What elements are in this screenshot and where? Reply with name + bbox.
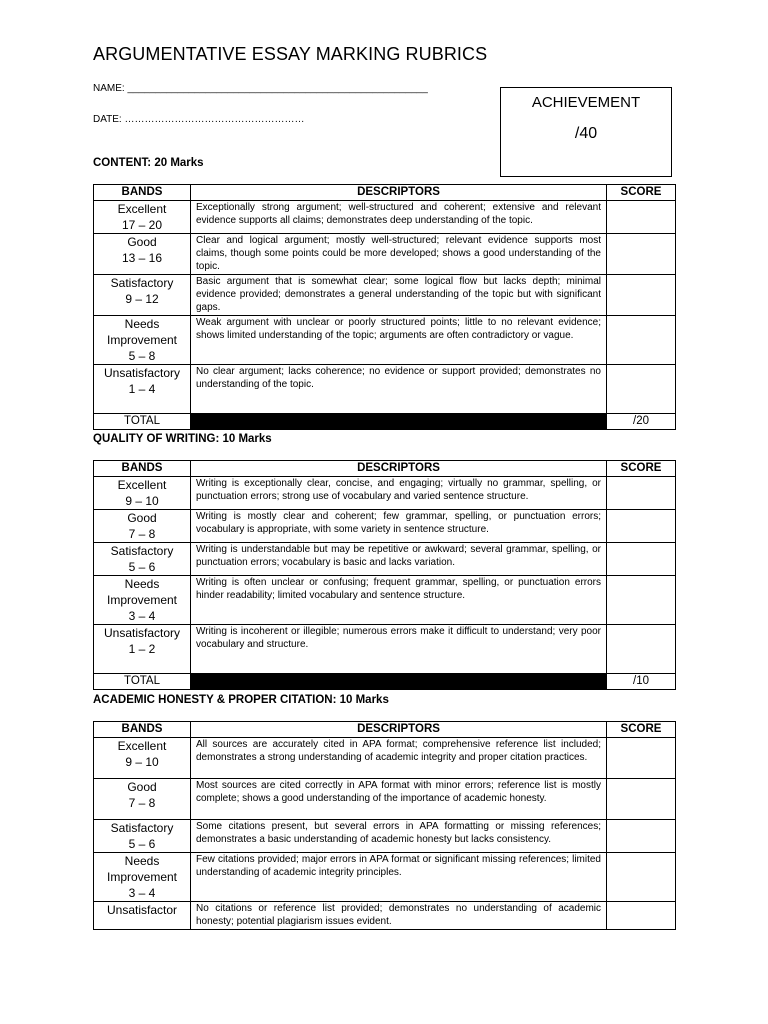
band-range: 9 – 10	[125, 494, 159, 508]
descriptor-cell: Writing is incoherent or illegible; numerous errors make it difficult to understand; very poor vocabulary and structure.	[191, 625, 607, 674]
score-cell[interactable]	[607, 316, 676, 365]
table-row	[94, 576, 676, 625]
score-cell[interactable]	[607, 234, 676, 275]
band-range: 5 – 8	[128, 349, 156, 363]
band-name: Satisfactory	[110, 276, 174, 290]
band-cell	[94, 316, 191, 365]
descriptors-header: DESCRIPTORS	[191, 461, 607, 477]
descriptors-header: DESCRIPTORS	[191, 722, 607, 738]
band-name: Good	[127, 235, 157, 249]
band-range: 9 – 12	[125, 292, 159, 306]
band-range: 1 – 4	[128, 382, 156, 396]
score-cell[interactable]	[607, 576, 676, 625]
table-row	[94, 316, 676, 365]
table-row	[94, 853, 676, 902]
total-score[interactable]: /10	[607, 674, 676, 690]
band-name: Excellent	[117, 478, 167, 492]
name-field-line: NAME: ______________________________________________________	[93, 83, 428, 94]
table-row	[94, 738, 676, 779]
table-row	[94, 543, 676, 576]
band-cell	[94, 820, 191, 853]
score-header: SCORE	[607, 461, 676, 477]
band-range: 7 – 8	[128, 796, 156, 810]
descriptor-cell: Clear and logical argument; mostly well-structured; relevant evidence supports most claims, though some points could be more developed; shows a good understanding of the topic.	[191, 234, 607, 275]
total-bar	[191, 674, 607, 690]
score-cell[interactable]	[607, 510, 676, 543]
total-row	[94, 414, 676, 430]
table-row	[94, 365, 676, 414]
table-row	[94, 820, 676, 853]
score-cell[interactable]	[607, 779, 676, 820]
achievement-total: /40	[574, 125, 598, 142]
band-range: 3 – 4	[128, 886, 156, 900]
total-label: TOTAL	[94, 414, 191, 430]
total-row	[94, 674, 676, 690]
band-cell	[94, 275, 191, 316]
band-range: 5 – 6	[128, 560, 156, 574]
band-cell	[94, 738, 191, 779]
descriptor-cell: Exceptionally strong argument; well-structured and coherent; extensive and relevant evidence supports all claims; demonstrates deep understanding of the topic.	[191, 201, 607, 234]
score-cell[interactable]	[607, 201, 676, 234]
table-row	[94, 902, 676, 930]
descriptor-cell: Writing is often unclear or confusing; frequent grammar, spelling, or punctuation errors hinder readability; limited vocabulary and sentence structure.	[191, 576, 607, 625]
descriptor-cell: All sources are accurately cited in APA format; comprehensive reference list included; demonstrates a strong understanding of academic integrity and proper citation practices.	[191, 738, 607, 779]
bands-header: BANDS	[94, 722, 191, 738]
band-name: Needs Improvement	[106, 577, 178, 607]
date-field-line: DATE: ………………………………………………	[93, 114, 305, 125]
descriptor-cell: Most sources are cited correctly in APA format with minor errors; reference list is mostly complete; shows a good understanding of the importance of academic honesty.	[191, 779, 607, 820]
band-cell	[94, 543, 191, 576]
table-row	[94, 625, 676, 674]
band-cell	[94, 779, 191, 820]
section-heading-content: CONTENT: 20 Marks	[93, 157, 204, 169]
table-row	[94, 477, 676, 510]
table-row	[94, 779, 676, 820]
table-header-row	[94, 185, 676, 201]
band-cell	[94, 365, 191, 414]
descriptor-cell: Weak argument with unclear or poorly structured points; little to no relevant evidence; shows limited understanding of the topic; arguments are often contradictory or vague.	[191, 316, 607, 365]
descriptor-cell: No clear argument; lacks coherence; no evidence or support provided; demonstrates no understanding of the topic.	[191, 365, 607, 414]
band-name: Satisfactory	[110, 821, 174, 835]
band-range: 9 – 10	[125, 755, 159, 769]
band-cell	[94, 201, 191, 234]
band-name: Satisfactory	[110, 544, 174, 558]
writing-rubric-table	[93, 460, 676, 690]
band-name: Needs Improvement	[106, 317, 178, 347]
page-title: ARGUMENTATIVE ESSAY MARKING RUBRICS	[93, 44, 488, 64]
band-name: Needs Improvement	[106, 854, 178, 884]
score-cell[interactable]	[607, 853, 676, 902]
band-cell	[94, 576, 191, 625]
content-rubric-table	[93, 184, 676, 430]
band-range: 1 – 2	[128, 642, 156, 656]
band-name: Excellent	[117, 202, 167, 216]
band-cell	[94, 625, 191, 674]
band-range: 17 – 20	[121, 218, 163, 232]
score-cell[interactable]	[607, 543, 676, 576]
descriptor-cell: Writing is understandable but may be repetitive or awkward; several grammar, spelling, or punctuation errors; vocabulary is basic and lacks variation.	[191, 543, 607, 576]
band-cell	[94, 234, 191, 275]
citation-rubric-table	[93, 721, 676, 930]
band-name: Good	[127, 511, 157, 525]
descriptor-cell: Writing is mostly clear and coherent; few grammar, spelling, or punctuation errors; vocabulary is appropriate, with some variety in sentence structure.	[191, 510, 607, 543]
band-cell	[94, 902, 191, 930]
band-range: 3 – 4	[128, 609, 156, 623]
score-cell[interactable]	[607, 902, 676, 930]
achievement-box	[500, 87, 672, 177]
band-name: Unsatisfactor	[106, 903, 178, 917]
total-score[interactable]: /20	[607, 414, 676, 430]
score-cell[interactable]	[607, 477, 676, 510]
descriptor-cell: No citations or reference list provided; demonstrates no understanding of academic honesty; potential plagiarism issues evident.	[191, 902, 607, 930]
score-header: SCORE	[607, 185, 676, 201]
score-cell[interactable]	[607, 275, 676, 316]
total-bar	[191, 414, 607, 430]
band-name: Unsatisfactory	[103, 366, 181, 380]
band-cell	[94, 853, 191, 902]
table-row	[94, 510, 676, 543]
achievement-label: ACHIEVEMENT	[531, 94, 641, 111]
score-cell[interactable]	[607, 365, 676, 414]
descriptor-cell: Few citations provided; major errors in APA format or significant missing references; limited understanding of academic integrity principles.	[191, 853, 607, 902]
total-label: TOTAL	[94, 674, 191, 690]
band-range: 13 – 16	[121, 251, 163, 265]
section-heading-citation: ACADEMIC HONESTY & PROPER CITATION: 10 Marks	[93, 694, 389, 706]
band-name: Good	[127, 780, 157, 794]
descriptor-cell: Some citations present, but several errors in APA formatting or missing references; demonstrates a basic understanding of academic honesty but lacks consistency.	[191, 820, 607, 853]
band-range: 5 – 6	[128, 837, 156, 851]
score-cell[interactable]	[607, 738, 676, 779]
score-cell[interactable]	[607, 625, 676, 674]
band-range: 7 – 8	[128, 527, 156, 541]
band-cell	[94, 477, 191, 510]
table-row	[94, 275, 676, 316]
descriptor-cell: Writing is exceptionally clear, concise, and engaging; virtually no grammar, spelling, or punctuation errors; strong use of vocabulary and varied sentence structure.	[191, 477, 607, 510]
table-header-row	[94, 722, 676, 738]
bands-header: BANDS	[94, 461, 191, 477]
descriptors-header: DESCRIPTORS	[191, 185, 607, 201]
section-heading-writing: QUALITY OF WRITING: 10 Marks	[93, 433, 272, 445]
band-name: Excellent	[117, 739, 167, 753]
band-name: Unsatisfactory	[103, 626, 181, 640]
table-row	[94, 234, 676, 275]
score-header: SCORE	[607, 722, 676, 738]
bands-header: BANDS	[94, 185, 191, 201]
table-row	[94, 201, 676, 234]
band-cell	[94, 510, 191, 543]
score-cell[interactable]	[607, 820, 676, 853]
descriptor-cell: Basic argument that is somewhat clear; some logical flow but lacks depth; minimal evidence provided; demonstrates a general understanding of the topic but with significant gaps.	[191, 275, 607, 316]
table-header-row	[94, 461, 676, 477]
